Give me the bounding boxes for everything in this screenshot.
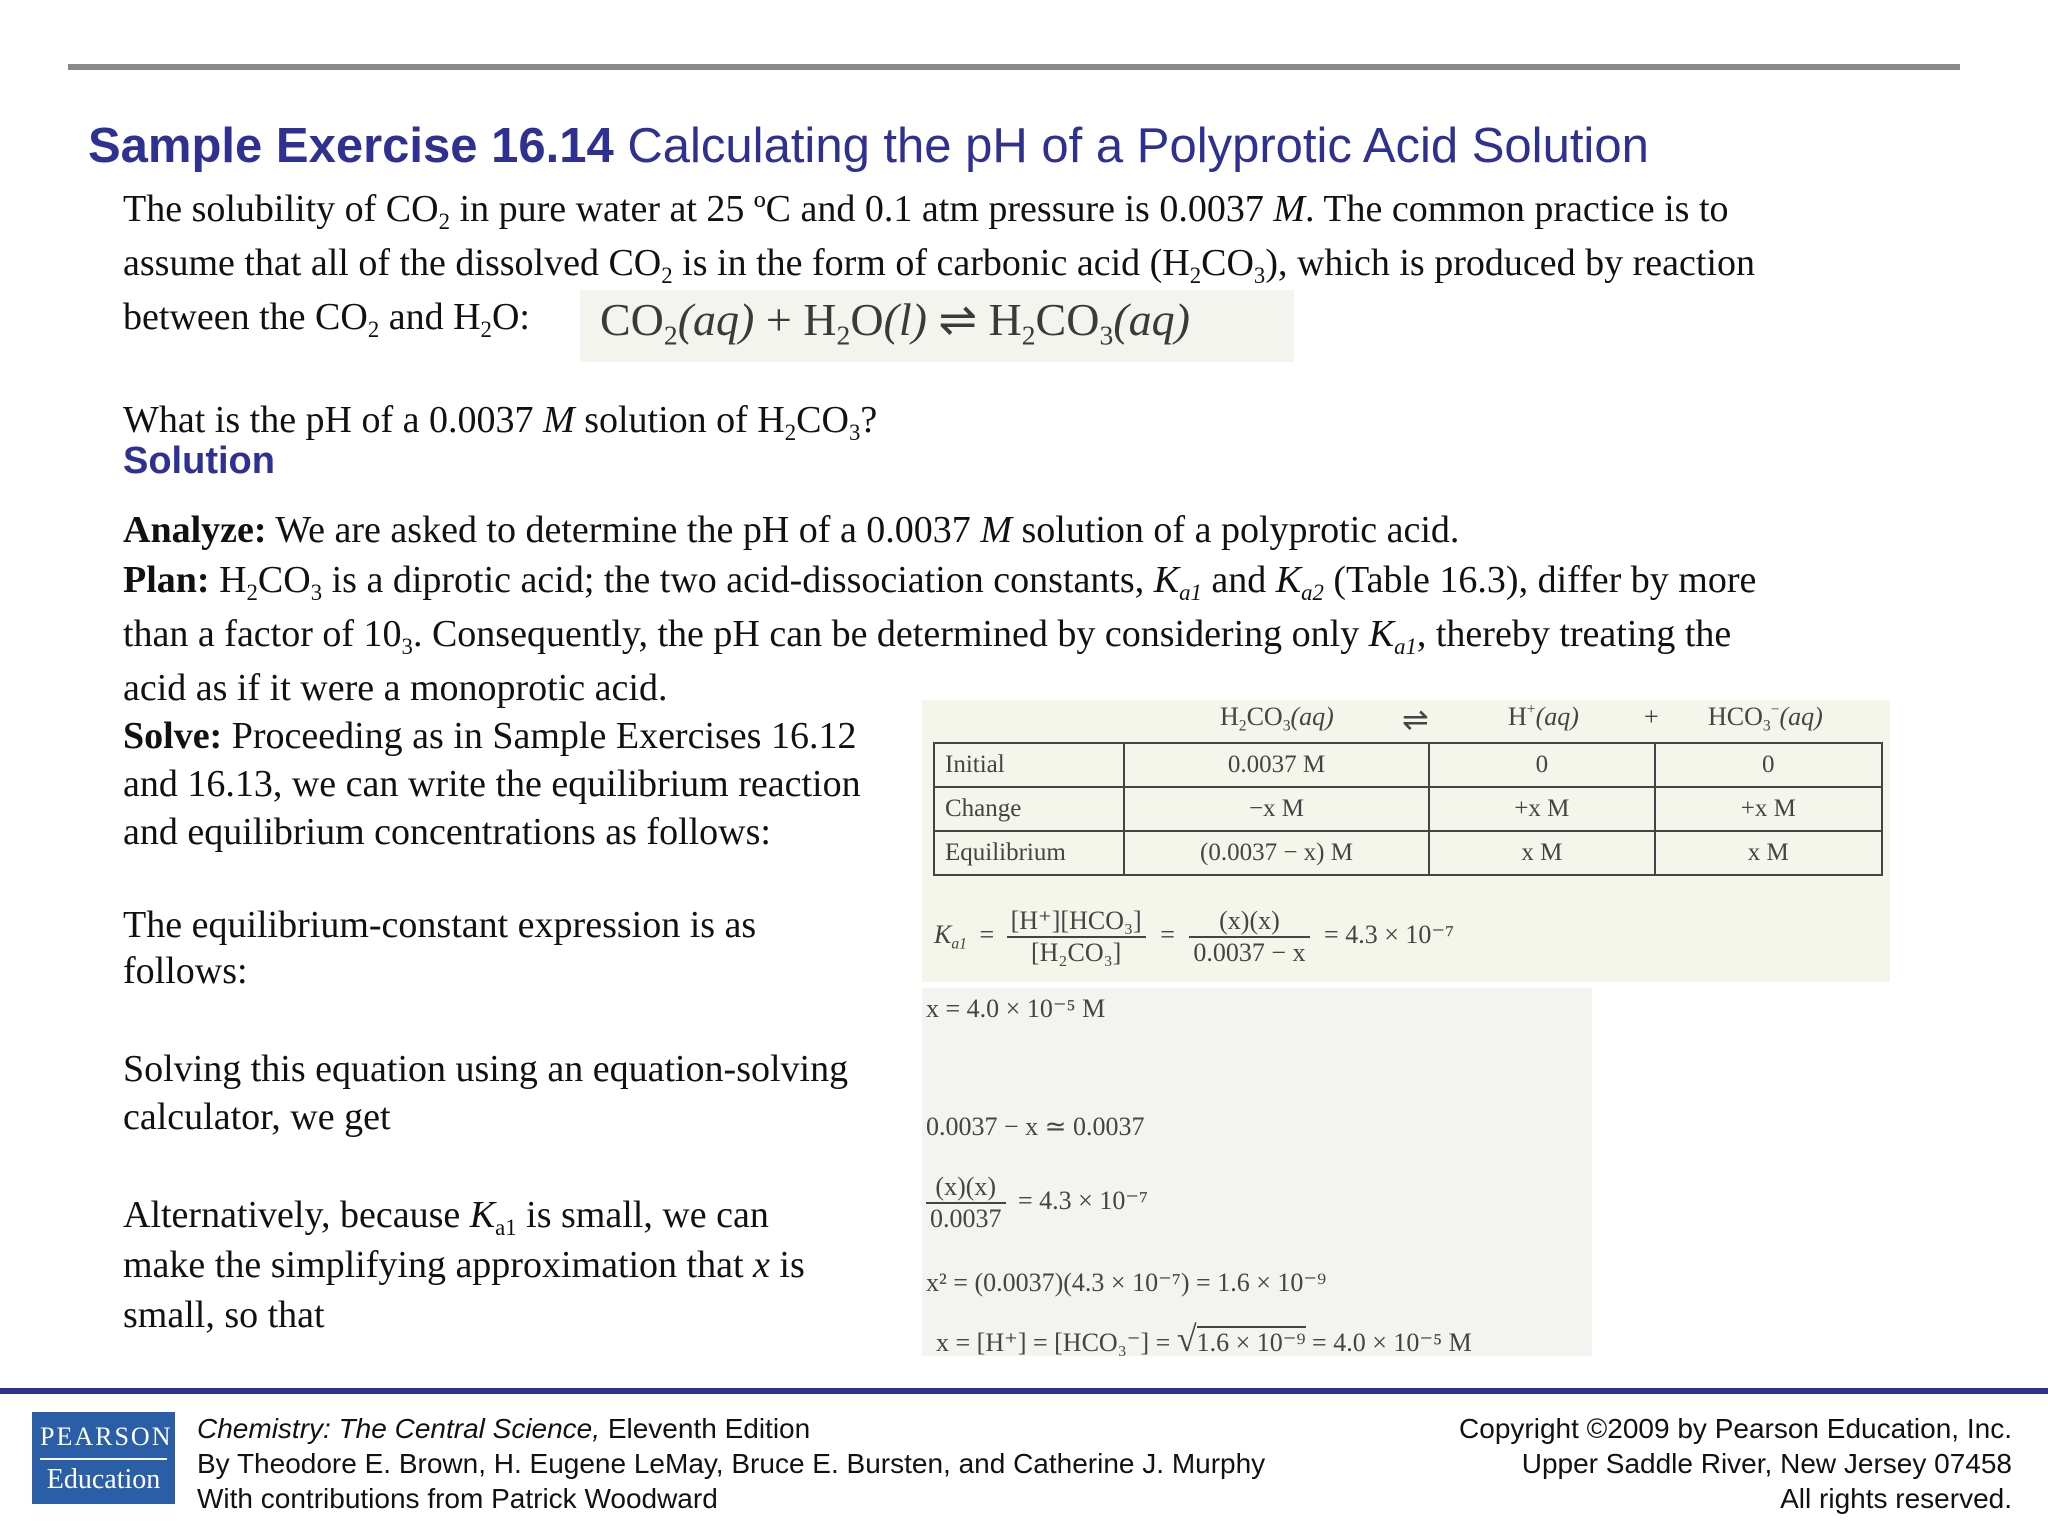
- plan-line-2: than a factor of $10_3$. Consequently, the pH can be determined by considering only $K_{a1}$, thereby treating the: [123, 613, 1732, 659]
- plan-line-3: acid as if it were a monoprotic acid.: [123, 667, 668, 709]
- table-row: [934, 831, 1882, 875]
- approximate-equation: $\frac{(x)(x)}{0.0037}$ = 4.3 × 10⁻⁷: [926, 1172, 1148, 1234]
- exercise-topic: Calculating the pH of a Polyprotic Acid Solution: [627, 119, 1649, 173]
- intro-line-3: between the $CO_2$ and $H_2O$:: [123, 296, 530, 342]
- cell-h: x M: [1429, 831, 1654, 875]
- intro-line-1: The solubility of $CO_2$ in pure water at 25 ºC and 0.1 atm pressure is 0.0037 M. The common practice is to: [123, 188, 1729, 234]
- row-label: Initial: [934, 743, 1124, 787]
- pearson-logo: PEARSON Education: [32, 1412, 175, 1504]
- intro-line-2: assume that all of the dissolved $CO_2$ is in the form of carbonic acid $(H_2CO_3)$, which is produced by reaction: [123, 242, 1755, 288]
- ka-fraction-1: $\frac{\text{[H⁺][HCO₃]}}{\text{[H₂CO₃]}}$: [1007, 906, 1146, 968]
- ice-table: [933, 742, 1883, 876]
- cell-hco3: x M: [1655, 831, 1882, 875]
- footer-citation: Chemistry: The Central Science, Eleventh Edition By Theodore E. Brown, H. Eugene LeMay, Bruce E. Bursten, and Catherine J. Murphy With contributions from Patrick Woodward: [197, 1413, 1266, 1514]
- solve-paragraph: Solve: Proceeding as in Sample Exercises 16.12 and 16.13, we can write the equilibrium reaction and equilibrium concentrations as follows:: [123, 715, 861, 853]
- approximation-text: Alternatively, because $K_{a1}$ is small, we can make the simplifying approximation that x is small, so that: [123, 1194, 805, 1336]
- eq-expression-text: The equilibrium-constant expression is as follows:: [123, 904, 757, 992]
- top-divider: [68, 64, 1960, 70]
- final-result: x = [H⁺] = [HCO₃⁻] = √1.6 × 10⁻⁹ = 4.0 × 10⁻⁵ M: [936, 1319, 1472, 1359]
- plan-line-1: Plan: $H_2CO_3$ is a diprotic acid; the two acid-dissociation constants, $K_{a1}$ and $K_{a2}$ (Table 16.3), differ by more: [123, 559, 1757, 605]
- x-squared-equation: x² = (0.0037)(4.3 × 10⁻⁷) = 1.6 × 10⁻⁹: [926, 1268, 1327, 1297]
- cell-hco3: +x M: [1655, 787, 1882, 831]
- solution-heading: Solution: [123, 440, 275, 482]
- ka-expression: $K_{a1}$ = $\frac{\text{[H⁺][HCO₃]}}{\text{[H₂CO₃]}}$ = $\frac{(x)(x)}{0.0037 - x}$ = 4.3 × 10⁻⁷: [934, 906, 1455, 967]
- cell-h: +x M: [1429, 787, 1654, 831]
- ka-fraction-2: $\frac{(x)(x)}{0.0037 - x}$: [1189, 906, 1309, 968]
- footer-divider: [0, 1388, 2048, 1394]
- cell-h2co3: (0.0037 − x) M: [1124, 831, 1429, 875]
- slide-title: [88, 118, 1649, 174]
- x-result: x = 4.0 × 10⁻⁵ M: [926, 994, 1106, 1023]
- cell-h: 0: [1429, 743, 1654, 787]
- analyze-plan-block: [123, 505, 1756, 713]
- reaction-equation: $CO_2(aq) + H_2O(l)$ ⇌ $H_2CO_3(aq)$: [600, 294, 1190, 351]
- table-row: [934, 743, 1882, 787]
- cell-h2co3: 0.0037 M: [1124, 743, 1429, 787]
- cell-h2co3: −x M: [1124, 787, 1429, 831]
- solving-text: Solving this equation using an equation-solving calculator, we get: [123, 1048, 849, 1138]
- exercise-number: Sample Exercise 16.14: [88, 119, 614, 173]
- row-label: Equilibrium: [934, 831, 1124, 875]
- ice-reaction-header: $H_2CO_3(aq)$ ⇌ H+(aq) + $HCO_3^-(aq)$: [1220, 701, 1823, 737]
- question-text: What is the pH of a 0.0037 M solution of $H_2CO_3$?: [123, 399, 878, 445]
- row-label: Change: [934, 787, 1124, 831]
- analyze-line: Analyze: We are asked to determine the pH of a 0.0037 M solution of a polyprotic acid.: [123, 509, 1460, 551]
- cell-hco3: 0: [1655, 743, 1882, 787]
- table-row: [934, 787, 1882, 831]
- approximation: 0.0037 − x ≃ 0.0037: [926, 1112, 1145, 1141]
- footer-copyright: Copyright ©2009 by Pearson Education, Inc. Upper Saddle River, New Jersey 07458 All rights reserved.: [1459, 1413, 2012, 1514]
